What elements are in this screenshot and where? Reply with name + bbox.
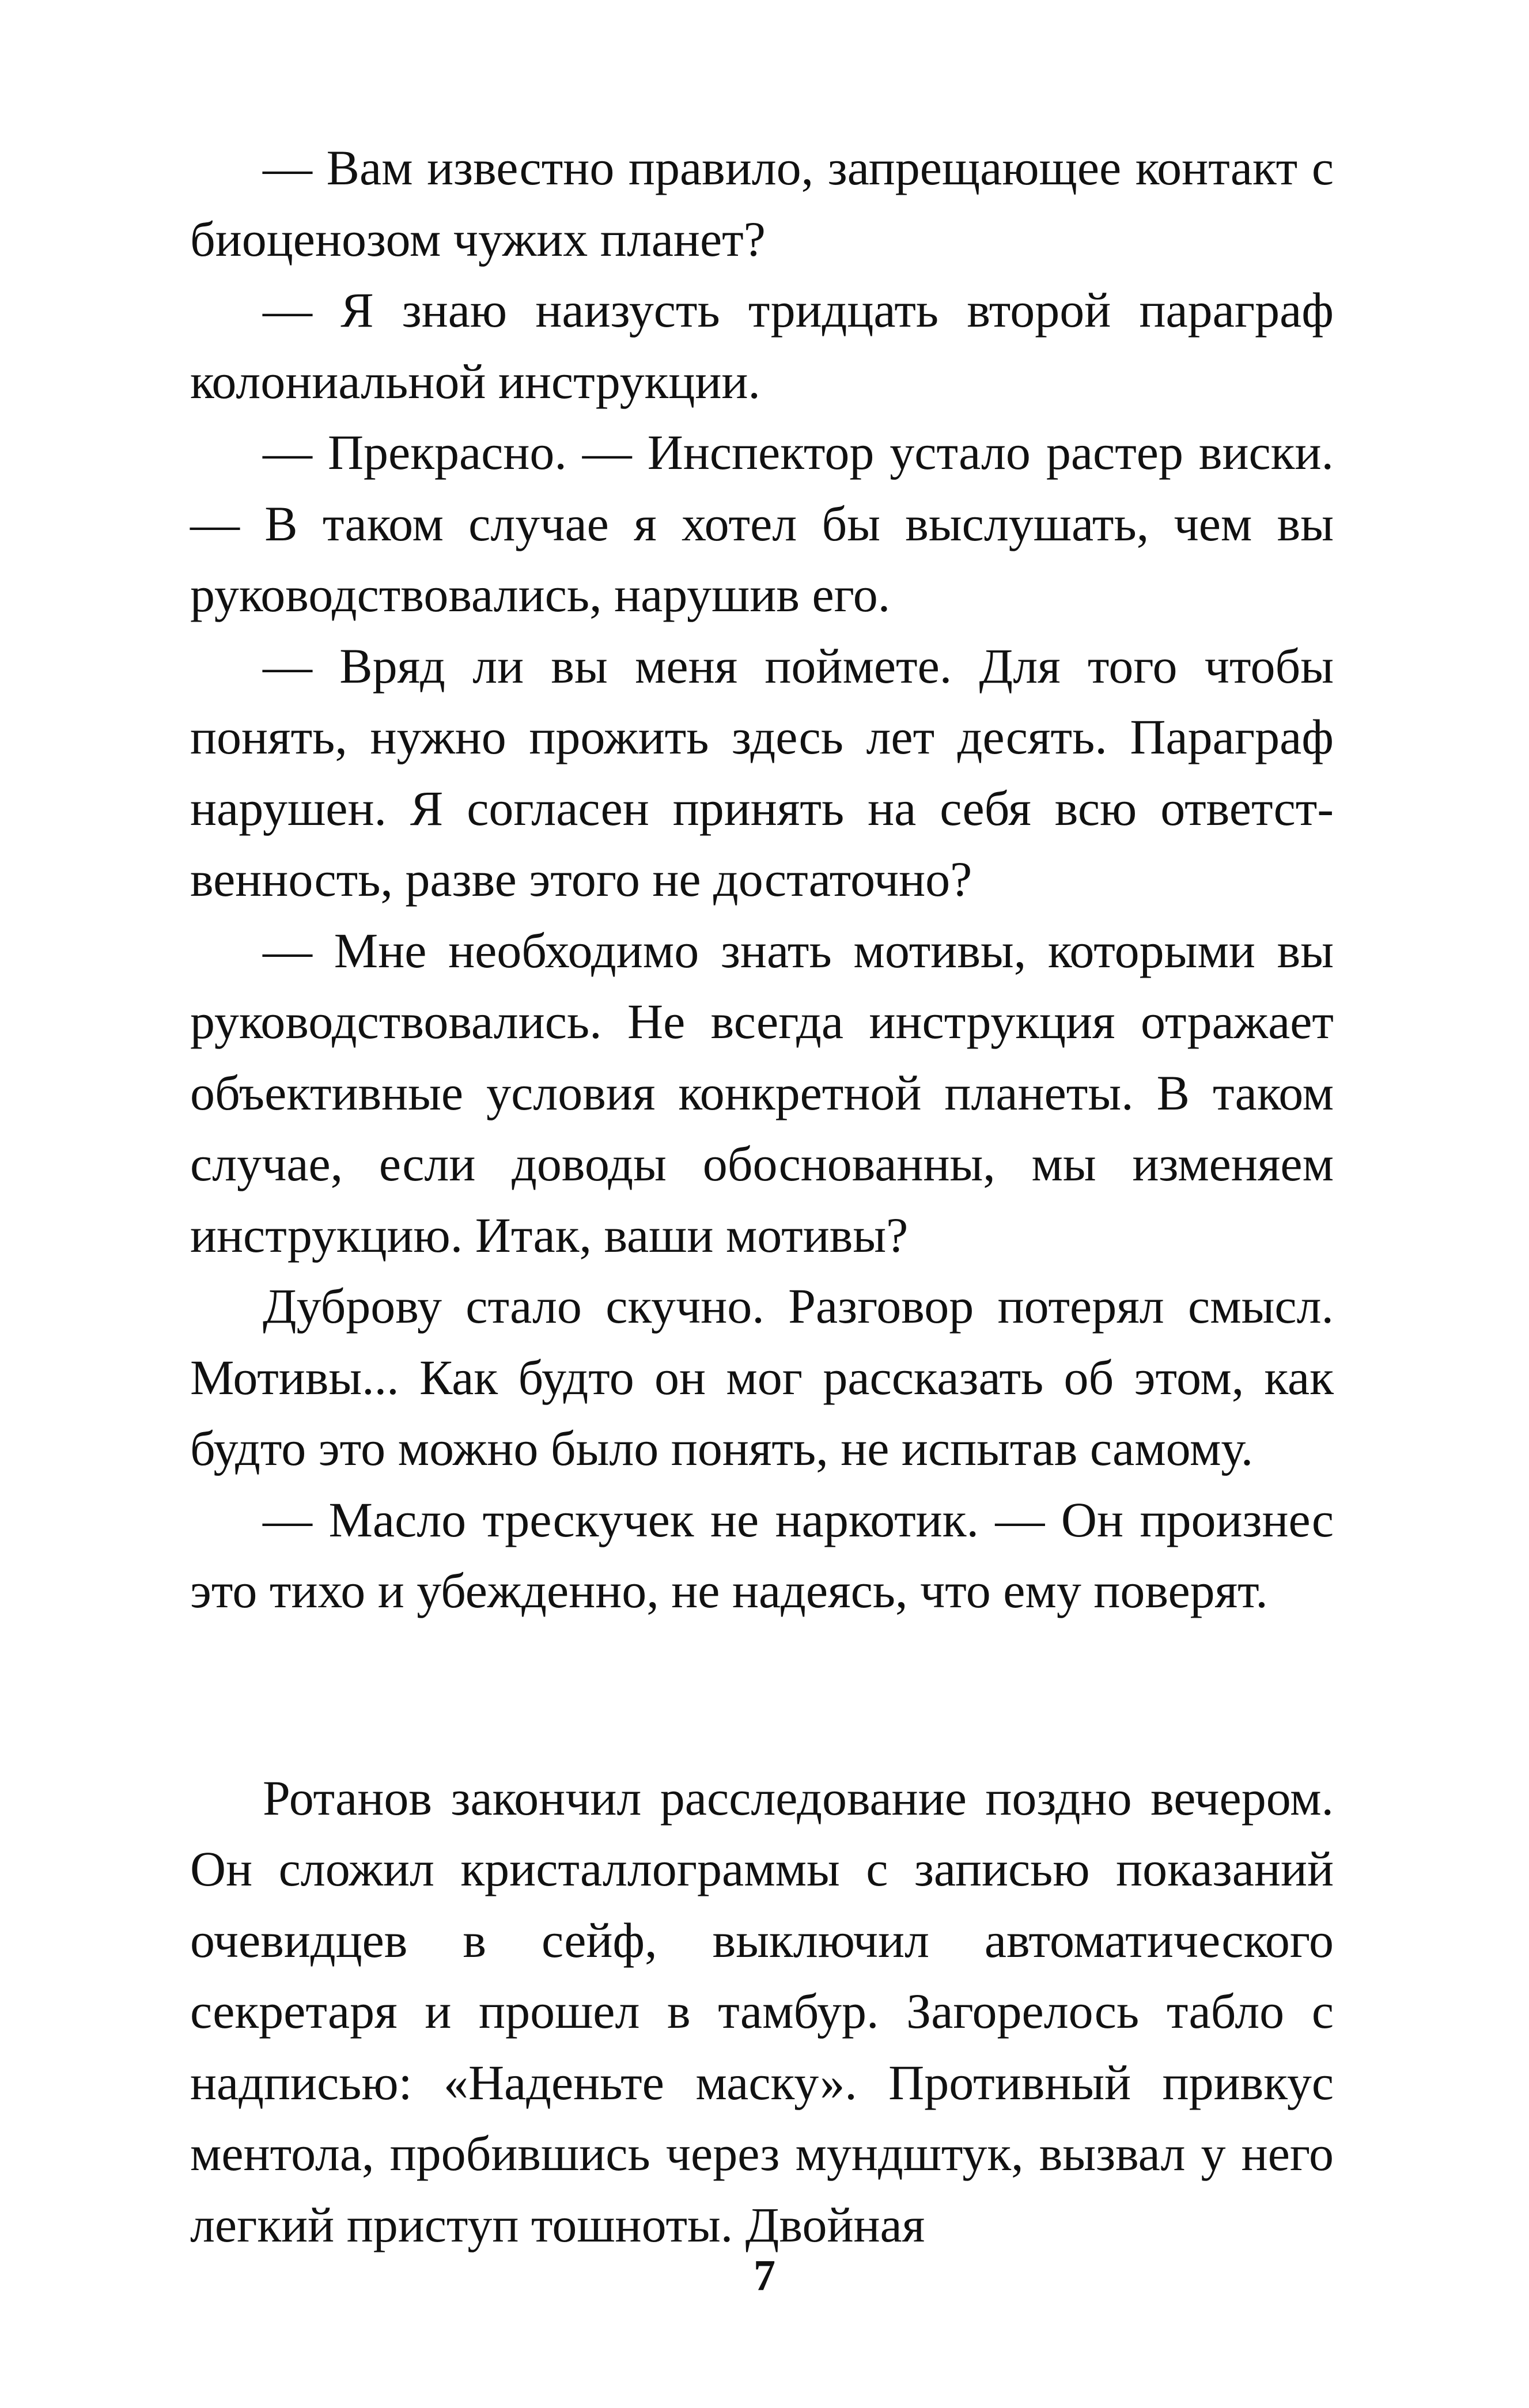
section-break [190, 1627, 1334, 1763]
paragraph-7: — Масло трескучек не наркотик. — Он произнес это тихо и убежденно, не надеясь, что ему поверят. [190, 1491, 1334, 1618]
paragraph-4: — Вряд ли вы меня поймете. Для того чтобы понять, нужно прожить здесь лет десять. Параграф нарушен. Я согласен принять на себя всю ответственность, разве этого не достаточно? [190, 638, 1334, 907]
paragraph-1: — Вам известно правило, запрещающее контакт с биоценозом чужих планет? [190, 140, 1334, 267]
paragraph-6: Дуброву стало скучно. Разговор потерял смысл. Мотивы... Как будто он мог рассказать об этом, как будто это можно было понять, не испытав самому. [190, 1278, 1334, 1476]
book-page-text [190, 132, 1334, 2261]
paragraph-8: Ротанов закончил расследование поздно вечером. Он сложил кристаллограммы с записью показаний очевидцев в сейф, выключил автоматического секретаря и прошел в тамбур. Загорелось табло с надписью: «Наденьте маску». Противный привкус ментола, пробившись через мундштук, вызвал у него легкий приступ тошноты. Двойная [190, 1770, 1334, 2252]
page-number: 7 [754, 2251, 775, 2300]
paragraph-2: — Я знаю наизусть тридцать второй параграф колониальной инструкции. [190, 282, 1334, 409]
paragraph-5: — Мне необходимо знать мотивы, которыми вы руководствовались. Не всегда инструкция отражает объективные условия конкретной планеты. В таком случае, если доводы обоснованны, мы изменяем инструкцию. Итак, ваши мотивы? [190, 922, 1334, 1263]
paragraph-3: — Прекрасно. — Инспектор устало растер виски. — В таком случае я хотел бы выслушать, чем вы руководствовались, нарушив его. [190, 425, 1334, 622]
